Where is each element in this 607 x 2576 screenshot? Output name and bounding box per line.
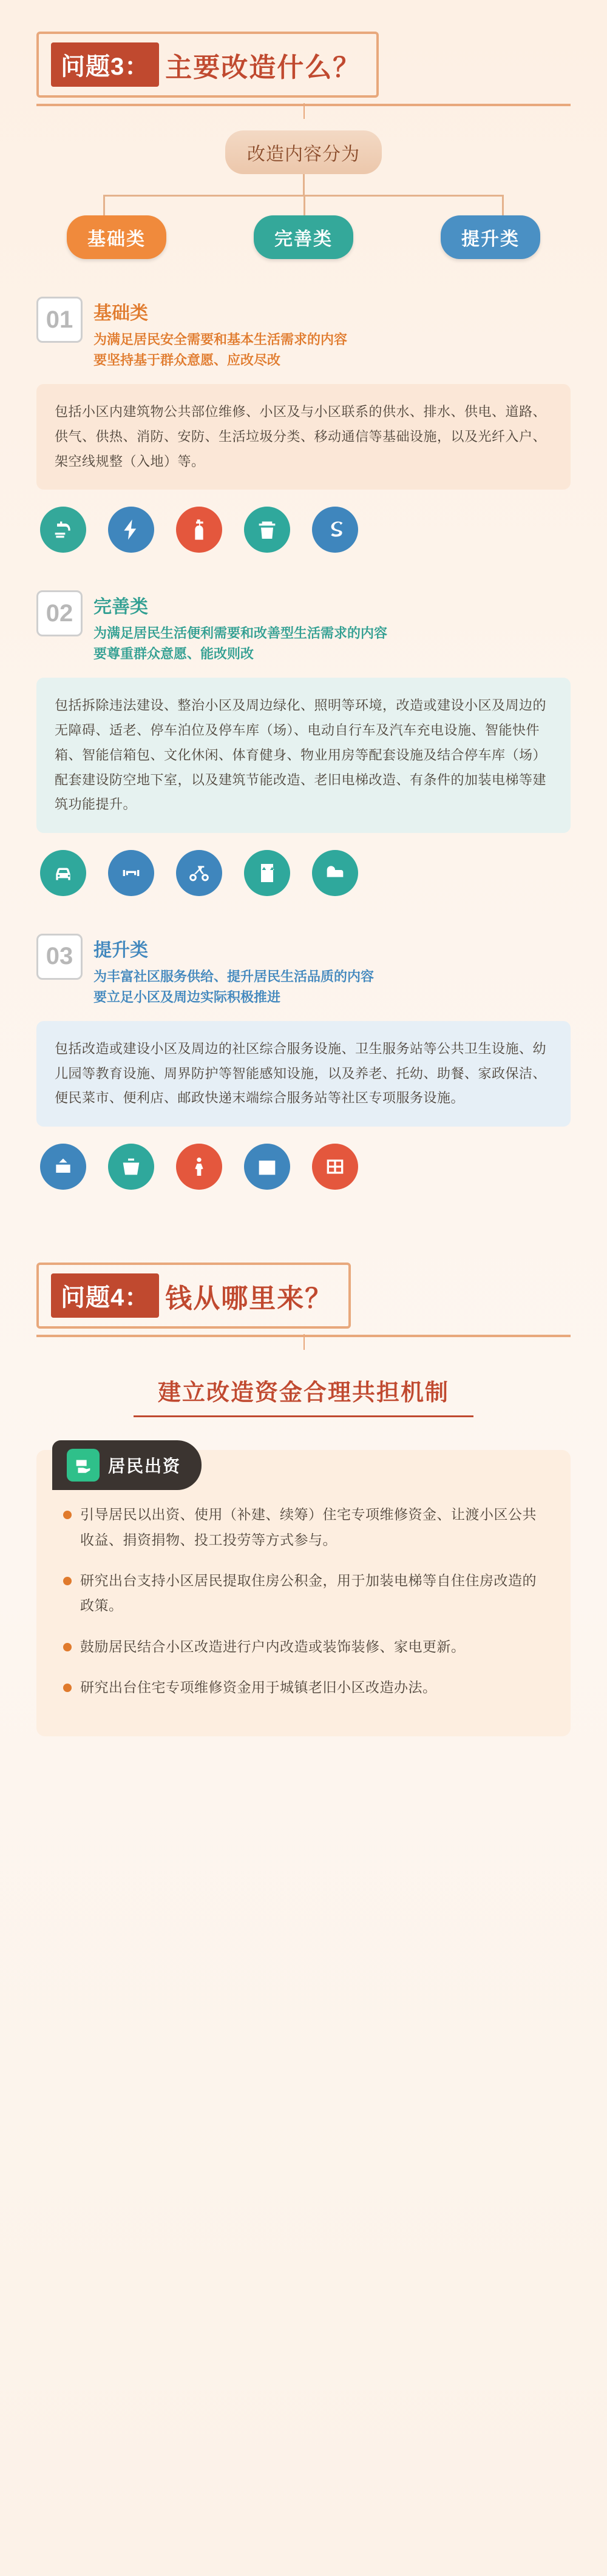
list-item	[63, 1568, 544, 1619]
block-upgrade-sub1: 为丰富社区服务供给、提升居民生活品质的内容	[93, 968, 375, 984]
tree-leaf-upgrade: 提升类	[441, 215, 540, 259]
block-improve-body: 包括拆除违法建设、整治小区及周边绿化、照明等环境，改造或建设小区及周边的无障碍、适老、停车泊位及停车库（场）、电动自行车及汽车充电设施、智能快件箱、智能信箱包、文化休闲、体育健身、物业用房等配套设施及结合停车库（场）配套建设防空地下室，以及建筑节能改造、老旧电梯改造、有条件的加装电梯等建筑功能提升。	[36, 678, 571, 832]
list-item	[63, 1634, 544, 1659]
question4-title: 钱从哪里来？	[165, 1283, 333, 1313]
tree-leaf-basic: 基础类	[67, 215, 166, 259]
tree-drop-right	[502, 195, 504, 215]
block-upgrade-body: 包括改造或建设小区及周边的社区综合服务设施、卫生服务站等公共卫生设施、幼儿园等教育设施、周界防护等智能感知设施，以及养老、托幼、助餐、家政保洁、便民菜市、便利店、邮政快递末端综合服务站等社区专项服务设施。	[36, 1021, 571, 1127]
resident-funding-bullets	[36, 1500, 571, 1700]
fire-extinguisher-icon	[176, 507, 222, 553]
block-improve-sub2: 要尊重群众意愿、能改则改	[93, 646, 254, 662]
water-tap-icon	[40, 507, 86, 553]
block-basic-number: 01	[36, 297, 83, 343]
bullet-dot-icon	[63, 1511, 72, 1519]
question4-frame	[36, 1263, 351, 1329]
question3-label: 问题3：	[51, 42, 159, 87]
block-improve-sub1: 为满足居民生活便利需要和改善型生活需求的内容	[93, 625, 388, 641]
elderly-care-icon	[176, 1144, 222, 1190]
bullet-dot-icon	[63, 1577, 72, 1585]
tree-root-label: 改造内容分为	[225, 130, 382, 174]
block-improve-head	[36, 590, 571, 664]
funding-mechanism-rule	[134, 1415, 473, 1417]
question4-underline	[36, 1335, 571, 1337]
funding-mechanism-text: 建立改造资金合理共担机制	[157, 1380, 449, 1406]
mailbox-icon	[312, 850, 358, 896]
question3-banner	[36, 32, 571, 98]
block-upgrade-head	[36, 934, 571, 1008]
block-basic-head	[36, 297, 571, 371]
bullet-text: 研究出台支持小区居民提取住房公积金，用于加装电梯等自住住房改造的政策。	[80, 1572, 537, 1614]
block-basic	[36, 297, 571, 553]
bullet-text: 鼓励居民结合小区改造进行户内改造或装饰装修、家电更新。	[80, 1638, 466, 1654]
question3-frame	[36, 32, 379, 98]
bullet-dot-icon	[63, 1643, 72, 1651]
basket-icon	[108, 1144, 154, 1190]
block-improve-headtexts	[93, 590, 387, 664]
question3-underline	[36, 104, 571, 106]
block-basic-title: 基础类	[93, 303, 148, 323]
power-plug-icon	[108, 507, 154, 553]
tree-stem	[303, 174, 305, 195]
hospital-icon	[244, 1144, 290, 1190]
tree-leaves	[67, 215, 540, 259]
block-upgrade-sub2: 要立足小区及周边实际积极推进	[93, 989, 281, 1005]
bullet-dot-icon	[63, 1684, 72, 1692]
tree-leaf-improve: 完善类	[254, 215, 353, 259]
block-improve-title: 完善类	[93, 597, 148, 618]
bullet-text: 引导居民以出资、使用（补建、续筹）住宅专项维修资金、让渡小区公共收益、捐资捐物、投工投劳等方式参与。	[80, 1506, 537, 1548]
question4-banner	[36, 1263, 571, 1329]
block-upgrade-number: 03	[36, 934, 83, 980]
recycle-bin-icon	[244, 507, 290, 553]
block-improve-number: 02	[36, 590, 83, 636]
block-upgrade-icons	[36, 1144, 571, 1190]
block-upgrade	[36, 934, 571, 1190]
bullet-text: 研究出台住宅专项维修资金用于城镇老旧小区改造办法。	[80, 1679, 437, 1696]
bicycle-icon	[176, 850, 222, 896]
block-basic-sub2: 要坚持基于群众意愿、应改尽改	[93, 352, 281, 368]
dumbbell-icon	[108, 850, 154, 896]
block-basic-headtexts	[93, 297, 347, 371]
elevator-icon	[244, 850, 290, 896]
funding-mechanism-title	[36, 1374, 571, 1417]
category-tree	[36, 130, 571, 259]
tree-drop-left	[103, 195, 105, 215]
question4-label: 问题4：	[51, 1273, 159, 1318]
block-improve-icons	[36, 850, 571, 896]
tree-drop-center	[304, 195, 305, 215]
block-improve	[36, 590, 571, 896]
question3-title: 主要改造什么？	[165, 52, 361, 83]
resident-funding-card	[36, 1450, 571, 1736]
money-hand-icon	[67, 1449, 100, 1482]
cable-line-icon	[312, 507, 358, 553]
parking-car-icon	[40, 850, 86, 896]
block-upgrade-headtexts	[93, 934, 374, 1008]
block-upgrade-title: 提升类	[93, 940, 148, 960]
resident-funding-tab	[52, 1440, 202, 1490]
block-basic-sub1: 为满足居民安全需要和基本生活需求的内容	[93, 332, 348, 347]
tree-connector	[103, 195, 504, 215]
list-item	[63, 1502, 544, 1553]
block-basic-body: 包括小区内建筑物公共部位维修、小区及与小区联系的供水、排水、供电、道路、供气、供热、消防、安防、生活垃圾分类、移动通信等基础设施，以及光纤入户、架空线规整（入地）等。	[36, 384, 571, 490]
parcel-locker-icon	[312, 1144, 358, 1190]
resident-funding-label: 居民出资	[108, 1457, 181, 1476]
list-item	[63, 1675, 544, 1700]
piggy-bank-icon	[40, 1144, 86, 1190]
block-basic-icons	[36, 507, 571, 553]
